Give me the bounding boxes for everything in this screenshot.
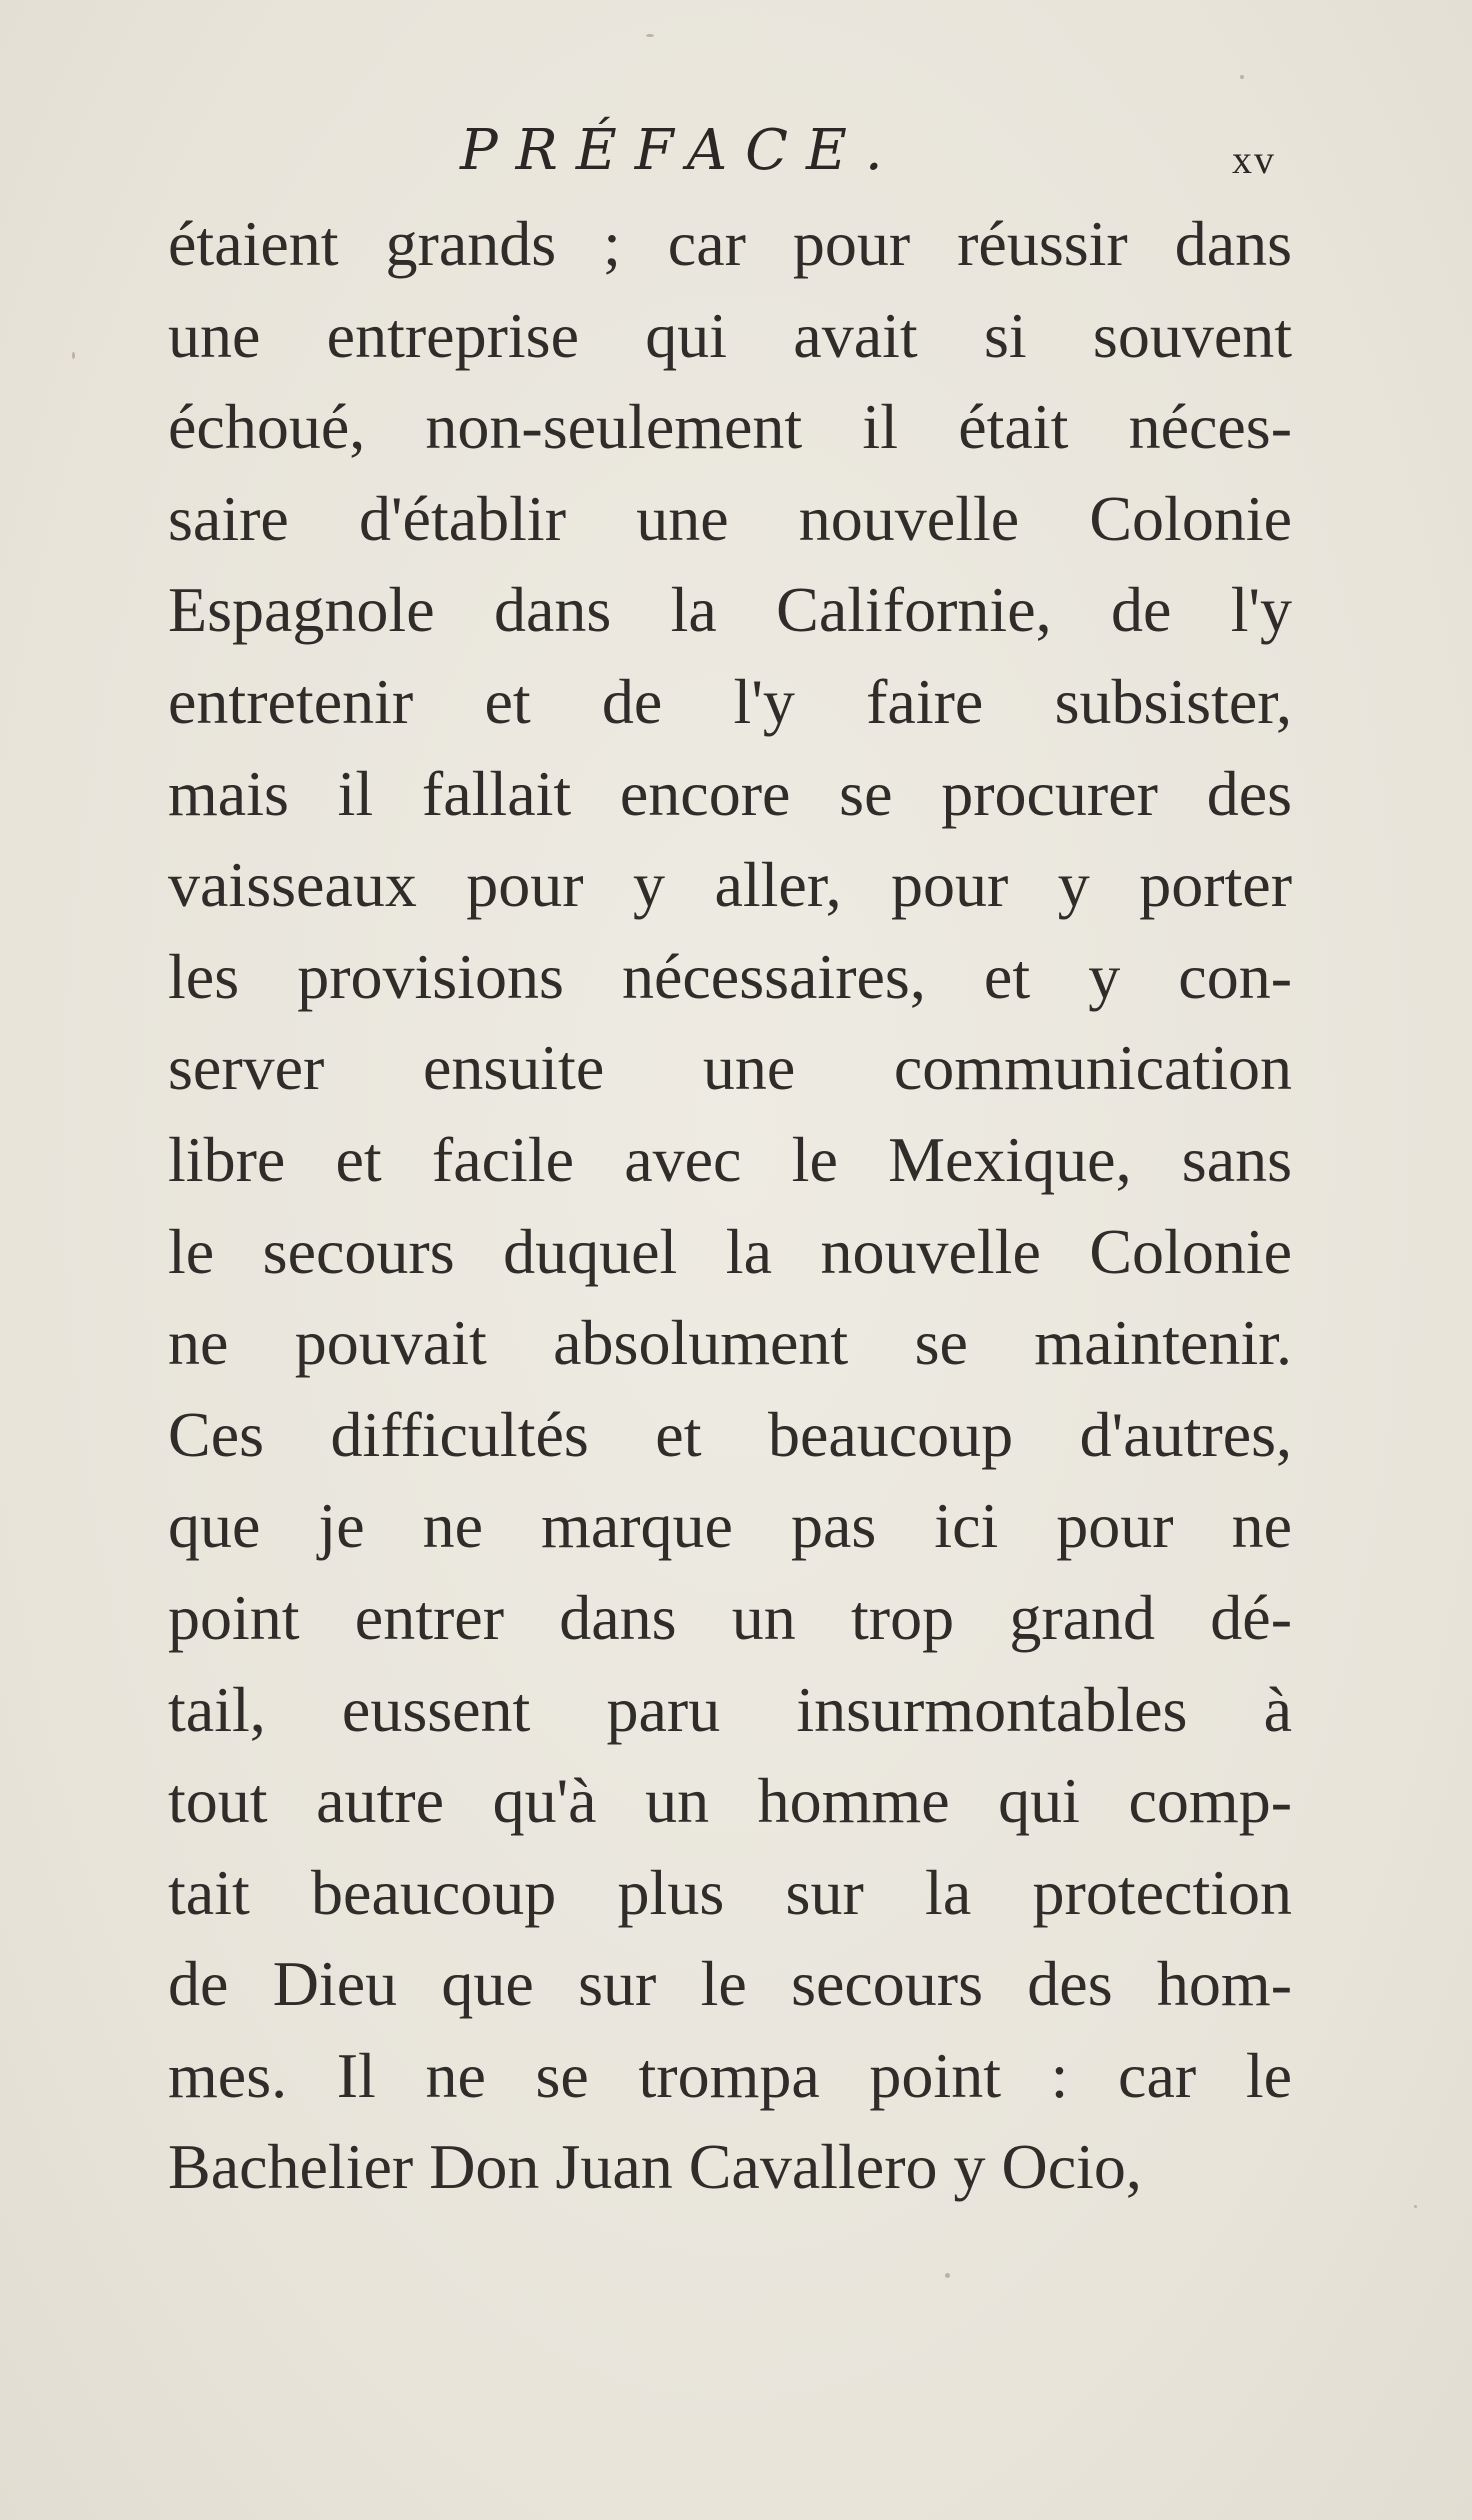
text-line: étaient grands ; car pour réussir dans	[168, 208, 1292, 279]
body-text	[168, 198, 1292, 2213]
text-line: point entrer dans un trop grand dé-	[168, 1581, 1292, 1653]
running-title: PRÉFACE.	[460, 118, 901, 183]
text-line: server ensuite une communication	[168, 1032, 1292, 1104]
text-line: une entreprise qui avait si souvent	[168, 299, 1292, 371]
text-line: tail, eussent paru insurmontables à	[168, 1673, 1292, 1745]
text-line: Ces difficultés et beaucoup d'autres,	[168, 1398, 1292, 1470]
paper-speck	[945, 2273, 950, 2278]
paper-speck	[1240, 75, 1244, 79]
text-line: échoué, non-seulement il était néces-	[168, 391, 1292, 463]
paper-speck	[646, 34, 654, 37]
text-line: le secours duquel la nouvelle Colonie	[168, 1215, 1292, 1287]
text-line: libre et facile avec le Mexique, sans	[168, 1123, 1292, 1195]
text-line: Espagnole dans la Californie, de l'y	[168, 574, 1292, 646]
text-line: vaisseaux pour y aller, pour y porter	[168, 849, 1292, 921]
text-line: saire d'établir une nouvelle Colonie	[168, 482, 1292, 554]
text-line: de Dieu que sur le secours des hom-	[168, 1948, 1292, 2020]
text-line: ne pouvait absolument se maintenir.	[168, 1307, 1292, 1379]
text-line: mes. Il ne se trompa point : car le	[168, 2039, 1292, 2111]
text-line: tout autre qu'à un homme qui comp-	[168, 1765, 1292, 1837]
text-line: tait beaucoup plus sur la protection	[168, 1856, 1292, 1928]
text-line: mais il fallait encore se procurer des	[168, 757, 1292, 829]
text-line: les provisions nécessaires, et y con-	[168, 940, 1292, 1012]
text-line: Bachelier Don Juan Cavallero y Ocio,	[168, 2131, 1142, 2203]
running-head	[0, 118, 1472, 198]
text-line: que je ne marque pas ici pour ne	[168, 1490, 1292, 1562]
page-number: xv	[1232, 137, 1276, 182]
paper-speck	[72, 352, 75, 359]
paper-speck	[1414, 2205, 1417, 2208]
text-line: entretenir et de l'y faire subsister,	[168, 665, 1292, 737]
